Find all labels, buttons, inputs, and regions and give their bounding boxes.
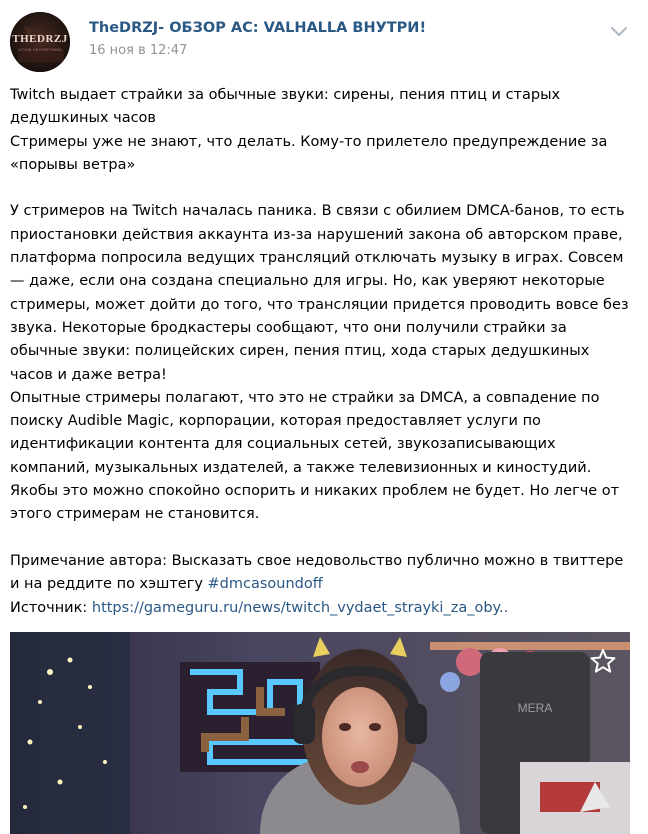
chair-brand: MERA: [517, 701, 553, 715]
star-icon[interactable]: [590, 648, 616, 674]
avatar-logo-text: THEDRZJ: [12, 33, 68, 45]
avatar-logo-subtext: ACTION ON EVERYTHING: [18, 48, 62, 52]
author-name-link[interactable]: TheDRZJ- ОБЗОР AC: VALHALLA ВНУТРИ!: [89, 20, 427, 36]
author-note-label: Примечание автора: Высказать свое недовольство публично можно в твиттере и на реддите по хэштегу: [10, 552, 624, 593]
post-paragraph-blank: [10, 177, 630, 200]
post-paragraph: У стримеров на Twitch началась паника. В связи с обилием DMCA-банов, то есть приостановки действия аккаунта из-за нарушений закона об авторском праве, платформа попросила ведущих трансляций отключать музыку в играх. Совсем — даже, если она создана специально для игры. Но, как уверяют некоторые стримеры, может дойти до того, что трансляции придется проводить вовсе без звука. Некоторые бродкастеры сообщают, что они получили страйки за обычные звуки: полицейских сирен, пения птиц, хода старых дедушкиных часов и даже ветра!: [10, 203, 629, 383]
post-photo[interactable]: [10, 632, 630, 834]
post-text: [10, 84, 630, 620]
source-line: [10, 597, 630, 620]
avatar[interactable]: [10, 12, 70, 72]
author-note: [10, 550, 630, 597]
source-link[interactable]: https://gameguru.ru/news/twitch_vydaet_strayki_za_oby..: [91, 599, 509, 616]
post-paragraph-blank: [10, 527, 630, 550]
post-paragraph: Опытные стримеры полагают, что это не страйки за DMCA, а совпадение по поиску Audible Magic, корпорации, которая предоставляет услуги по идентификации контента для социальных сетей, звукозаписывающих компаний, музыкальных издателей, а также телевизионных и киностудий. Якобы это можно спокойно оспорить и никаких проблем не будет. Но легче от этого стримерам не становится.: [10, 389, 620, 523]
hashtag-link[interactable]: #dmcasoundoff: [207, 576, 323, 593]
post-header: [10, 12, 638, 72]
source-label: Источник:: [10, 599, 92, 616]
streamer-photo-illustration: [10, 632, 630, 834]
chevron-down-icon[interactable]: [610, 26, 628, 38]
post-paragraph: Стримеры уже не знают, что делать. Кому-то прилетело предупреждение за «порывы ветра»: [10, 133, 608, 173]
post-date[interactable]: 16 ноя в 12:47: [89, 43, 188, 58]
post-paragraph: Twitch выдает страйки за обычные звуки: сирены, пения птиц и старых дедушкиных часов: [10, 87, 561, 127]
